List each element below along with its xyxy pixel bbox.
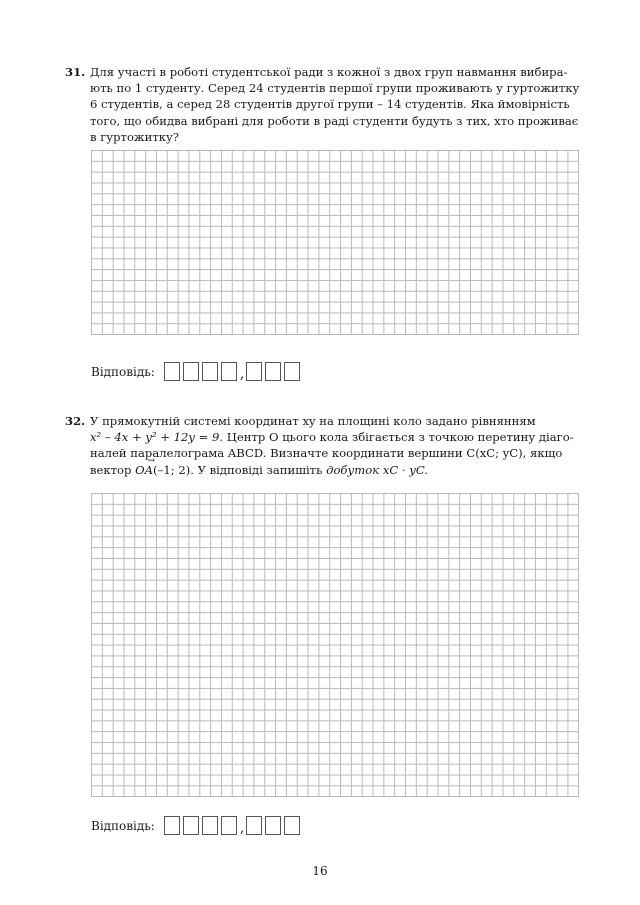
- answer-cell[interactable]: [183, 362, 199, 381]
- statement-line: [90, 462, 585, 478]
- decimal-comma: ,: [239, 366, 245, 382]
- answer-cell[interactable]: [284, 362, 300, 381]
- answer-cell[interactable]: [164, 362, 180, 381]
- statement-line: налей паралелограма ABCD. Визначте координати вершини C(xC; yC), якщо: [90, 446, 563, 461]
- draft-grid-31: [91, 150, 579, 335]
- answer-cell[interactable]: [246, 816, 262, 835]
- circle-equation: x² – 4x + y² + 12y = 9.: [90, 430, 224, 445]
- page-number: 16: [312, 864, 328, 878]
- task-statement: [90, 413, 585, 478]
- vector-oa: → OA: [135, 462, 153, 478]
- answer-cell[interactable]: [202, 362, 218, 381]
- answer-cell[interactable]: [265, 816, 281, 835]
- answer-cell[interactable]: [202, 816, 218, 835]
- decimal-comma: ,: [239, 820, 245, 836]
- statement-line: того, що обидва вибрані для роботи в раді студенти будуть з тих, хто проживає: [90, 113, 579, 128]
- task-number: 32.: [65, 414, 86, 428]
- task-32: [65, 413, 585, 478]
- answer-cell[interactable]: [284, 816, 300, 835]
- task-number: 31.: [65, 65, 86, 79]
- task-31: [65, 64, 585, 145]
- product-expression: xC · yC.: [382, 462, 428, 477]
- answer-cell[interactable]: [265, 362, 281, 381]
- statement-line: [90, 429, 585, 445]
- statement-line: У прямокутній системі координат xy на площині коло задано рівнянням: [90, 414, 536, 428]
- draft-grid-32: [91, 493, 579, 797]
- answer-label: Відповідь:: [91, 365, 155, 379]
- statement-line: ють по 1 студенту. Серед 24 студентів першої групи проживають у гуртожитку: [90, 81, 580, 96]
- statement-text: (–1; 2). У відповіді запишіть: [153, 462, 323, 477]
- statement-line: 6 студентів, а серед 28 студентів другої групи – 14 студентів. Яка ймовірність: [90, 97, 570, 112]
- answer-cell[interactable]: [246, 362, 262, 381]
- answer-cell[interactable]: [221, 816, 237, 835]
- answer-cell[interactable]: [183, 816, 199, 835]
- answer-cell[interactable]: [164, 816, 180, 835]
- answer-label: Відповідь:: [91, 819, 155, 833]
- task-statement: [90, 64, 585, 145]
- answer-cell[interactable]: [221, 362, 237, 381]
- statement-line: Для участі в роботі студентської ради з кожної з двох груп навмання вибира-: [90, 65, 568, 79]
- statement-text: Центр O цього кола збігається з точкою перетину діаго-: [226, 430, 574, 445]
- answer-box-31: [91, 362, 303, 381]
- statement-line: в гуртожитку?: [90, 129, 180, 144]
- emphasis-product: добуток: [326, 462, 380, 477]
- answer-box-32: [91, 816, 303, 835]
- statement-text: вектор: [90, 462, 132, 477]
